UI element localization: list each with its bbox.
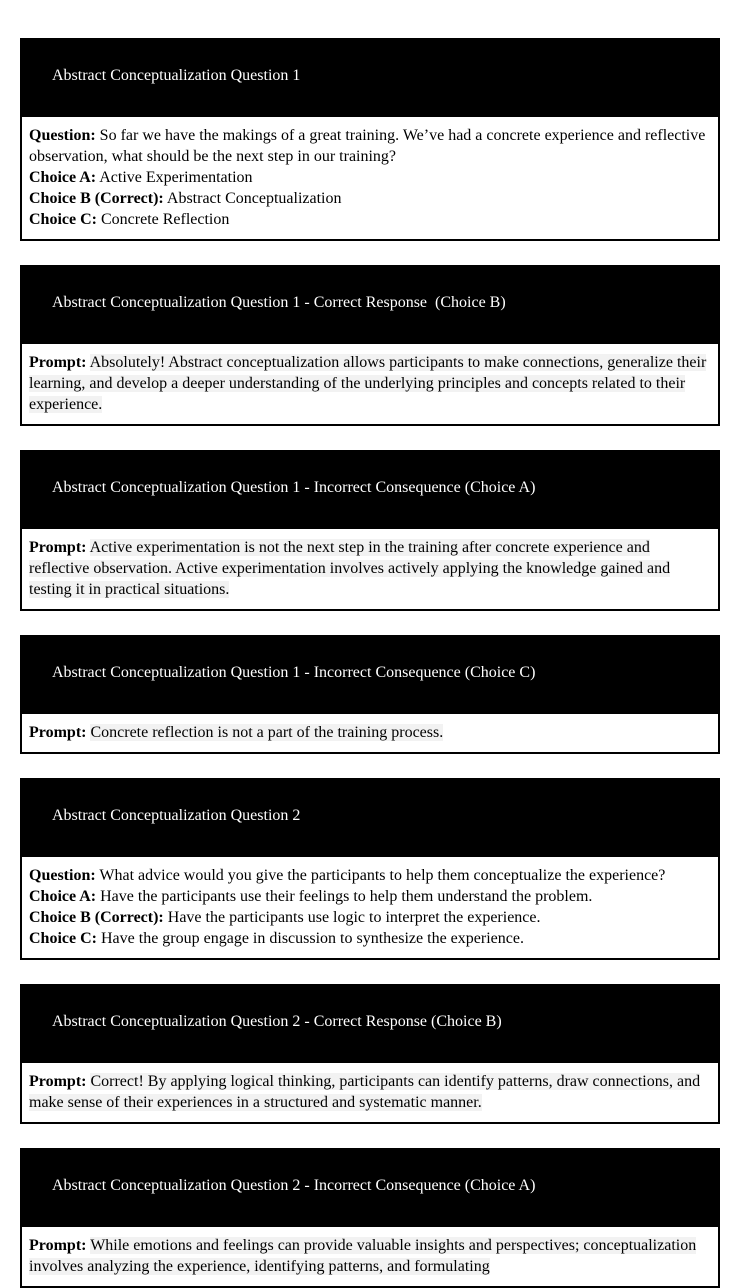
section-line [29,1071,710,1113]
section-title: Abstract Conceptualization Question 1 - Correct Response (Choice B) [52,294,506,311]
section-title: Abstract Conceptualization Question 1 - Incorrect Consequence (Choice C) [52,664,536,681]
line-text: Have the group engage in discussion to synthesize the experience. [100,930,524,947]
section-header [20,265,720,342]
section-title: Abstract Conceptualization Question 1 - Incorrect Consequence (Choice A) [52,479,536,496]
qa-section-3 [20,450,720,611]
section-title: Abstract Conceptualization Question 2 - Incorrect Consequence (Choice A) [52,1177,536,1194]
line-text: What advice would you give the participants to help them conceptualize the experience? [99,867,666,884]
line-label: Question: [29,867,96,884]
line-label: Choice B (Correct): [29,909,164,926]
section-line [29,125,710,167]
line-label: Choice A: [29,888,97,905]
section-line [29,886,710,907]
qa-section-2 [20,265,720,426]
line-label: Choice C: [29,211,97,228]
qa-section-5 [20,778,720,960]
line-label: Prompt: [29,724,87,741]
section-line [29,928,710,949]
section-header [20,635,720,712]
section-line [29,209,710,230]
section-line [29,188,710,209]
section-body [20,342,720,426]
line-text: Have the participants use logic to interpret the experience. [167,909,541,926]
section-line [29,352,710,415]
line-label: Prompt: [29,1237,87,1254]
qa-section-1 [20,38,720,241]
line-text: Correct! By applying logical thinking, participants can identify patterns, draw connections, and make sense of their experiences in a structured and systematic manner. [29,1073,701,1111]
section-body [20,712,720,754]
qa-section-6 [20,984,720,1124]
section-body [20,115,720,241]
section-line [29,1235,710,1277]
section-header [20,1148,720,1225]
line-text: Have the participants use their feelings to help them understand the problem. [100,888,593,905]
section-line [29,865,710,886]
line-label: Prompt: [29,1073,87,1090]
section-body [20,855,720,960]
sections-container [20,38,720,1288]
line-label: Choice A: [29,169,97,186]
line-label: Question: [29,127,96,144]
line-text: Active Experimentation [99,169,253,186]
section-body [20,527,720,611]
section-title: Abstract Conceptualization Question 2 [52,807,301,824]
line-label: Prompt: [29,354,87,371]
qa-section-4 [20,635,720,754]
line-text: Concrete reflection is not a part of the training process. [90,724,444,741]
line-text: Active experimentation is not the next step in the training after concrete experience and reflective observation. Active experimentation involves actively applying the knowledge gained and testing it in practical situations. [29,539,671,598]
section-line [29,722,710,743]
line-label: Prompt: [29,539,87,556]
section-line [29,537,710,600]
section-title: Abstract Conceptualization Question 2 - Correct Response (Choice B) [52,1013,502,1030]
line-text: Absolutely! Abstract conceptualization allows participants to make connections, generalize their learning, and develop a deeper understanding of the underlying principles and concepts related to their experience. [29,354,707,413]
section-header [20,450,720,527]
section-body [20,1061,720,1124]
line-label: Choice C: [29,930,97,947]
line-text: So far we have the makings of a great training. We’ve had a concrete experience and reflective observation, what should be the next step in our training? [29,127,706,165]
section-body [20,1225,720,1288]
section-title: Abstract Conceptualization Question 1 [52,67,301,84]
line-text: While emotions and feelings can provide valuable insights and perspectives; conceptualization involves analyzing the experience, identifying patterns, and formulating [29,1237,697,1275]
line-text: Abstract Conceptualization [166,190,342,207]
line-text: Concrete Reflection [100,211,230,228]
qa-section-7 [20,1148,720,1288]
section-header [20,38,720,115]
section-header [20,778,720,855]
section-line [29,907,710,928]
line-label: Choice B (Correct): [29,190,164,207]
section-line [29,167,710,188]
